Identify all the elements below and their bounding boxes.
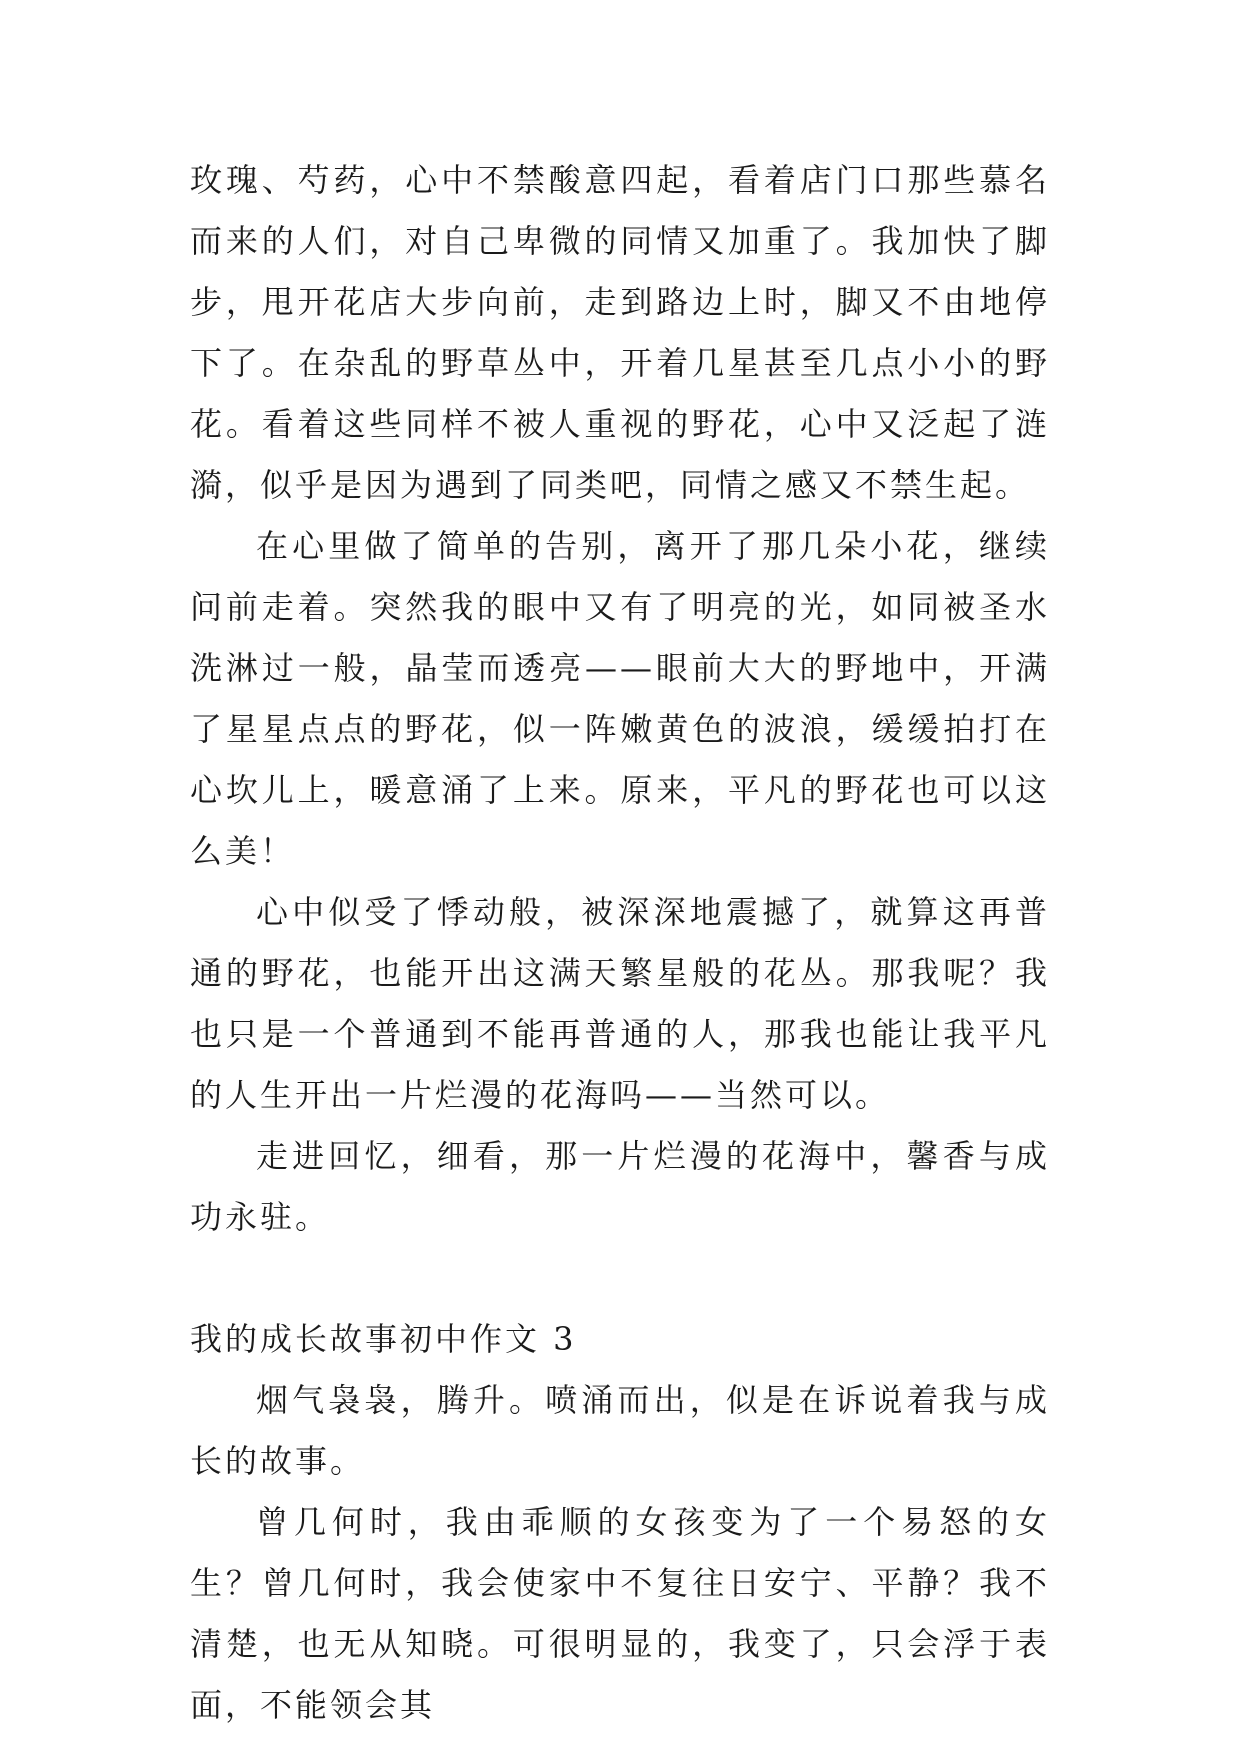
section-title: 我的成长故事初中作文 3 <box>190 1320 577 1358</box>
paragraph-2: 在心里做了简单的告别，离开了那几朵小花，继续问前走着。突然我的眼中又有了明亮的光，如同被圣水洗淋过一般，晶莹而透亮——眼前大大的野地中，开满了星星点点的野花，似一阵嫩黄色的波浪，缓缓拍打在心坎儿上，暖意涌了上来。原来，平凡的野花也可以这么美！ <box>190 527 1050 870</box>
document-page <box>190 150 1050 1736</box>
paragraph-5: 烟气袅袅，腾升。喷涌而出，似是在诉说着我与成长的故事。 <box>190 1381 1050 1480</box>
paragraph-1: 玫瑰、芍药，心中不禁酸意四起，看着店门口那些慕名而来的人们，对自己卑微的同情又加重了。我加快了脚步，甩开花店大步向前，走到路边上时，脚又不由地停下了。在杂乱的野草丛中，开着几星甚至几点小小的野花。看着这些同样不被人重视的野花，心中又泛起了涟漪，似乎是因为遇到了同类吧，同情之感又不禁生起。 <box>190 161 1050 504</box>
paragraph-6: 曾几何时，我由乖顺的女孩变为了一个易怒的女生？曾几何时，我会使家中不复往日安宁、平静？我不清楚，也无从知晓。可很明显的，我变了，只会浮于表面，不能领会其 <box>190 1503 1050 1724</box>
paragraph-4: 走进回忆，细看，那一片烂漫的花海中，馨香与成功永驻。 <box>190 1137 1050 1236</box>
paragraph-3: 心中似受了悸动般，被深深地震撼了，就算这再普通的野花，也能开出这满天繁星般的花丛。那我呢？我也只是一个普通到不能再普通的人，那我也能让我平凡的人生开出一片烂漫的花海吗——当然可以。 <box>190 893 1050 1114</box>
section-spacer <box>190 1248 1050 1309</box>
